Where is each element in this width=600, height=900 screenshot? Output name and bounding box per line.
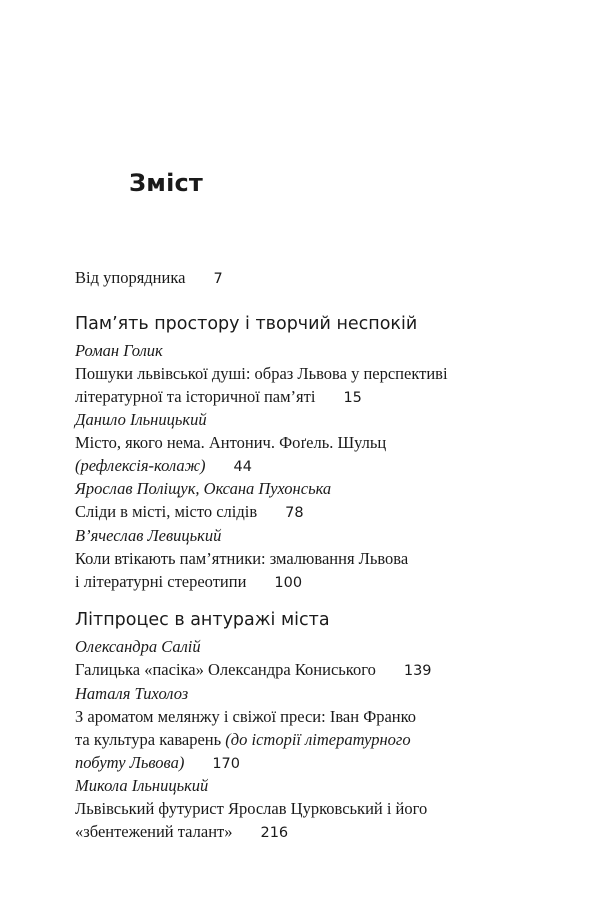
page-number: 170: [212, 756, 240, 772]
section-heading: Пам’ять простору і творчий неспокій: [75, 314, 418, 334]
entry-author: Данило Ільницький: [75, 410, 207, 429]
toc-entry-intro: [75, 266, 545, 289]
entry-title-continued: «збентежений талант»: [75, 822, 233, 841]
entry-title: Галицька «пасіка» Олександра Кониського: [75, 660, 376, 679]
toc-entry: [75, 339, 545, 408]
section-heading: Літпроцес в антуражі міста: [75, 610, 330, 630]
page-number: 7: [213, 271, 223, 287]
toc-entry: [75, 682, 545, 774]
toc-entry: [75, 774, 545, 843]
entry-title: Львівський футурист Ярослав Цурковський і його: [75, 799, 428, 818]
entry-title-continued: та культура каварень: [75, 730, 222, 749]
entry-title: Пошуки львівської душі: образ Львова у перспективі: [75, 364, 448, 383]
entry-author: Роман Голик: [75, 341, 163, 360]
entry-subtitle-continued: побуту Львова): [75, 753, 185, 772]
page-number: 216: [260, 825, 289, 841]
page-number: 78: [285, 505, 304, 521]
entry-author: Микола Ільницький: [75, 776, 209, 795]
entry-title-continued: літературної та історичної пам’яті: [75, 387, 316, 406]
toc-entry: [75, 408, 545, 477]
entry-title: Коли втікають пам’ятники: змалювання Львова: [75, 549, 409, 568]
entry-author: В’ячеслав Левицький: [75, 526, 222, 545]
page-number: 15: [343, 390, 362, 406]
entry-author: Ярослав Поліщук, Оксана Пухонська: [75, 479, 332, 498]
page-number: 44: [233, 459, 252, 475]
entry-title: Від упорядника: [75, 268, 186, 287]
page-number: 139: [403, 663, 432, 679]
entry-subtitle: (рефлексія-колаж): [75, 456, 206, 475]
entry-title: Сліди в місті, місто слідів: [75, 502, 258, 521]
entry-subtitle: (до історії літературного: [225, 730, 411, 749]
page-number: 100: [274, 575, 303, 591]
entry-author: Олександра Салій: [75, 637, 201, 656]
entry-title: З ароматом мелянжу і свіжої преси: Іван Франко: [75, 707, 417, 726]
toc-entry: [75, 477, 545, 523]
page-title: Зміст: [129, 169, 204, 197]
entry-title-continued: і літературні стереотипи: [75, 572, 247, 591]
toc-entry: [75, 635, 545, 681]
toc-entry: [75, 524, 545, 593]
entry-author: Наталя Тихолоз: [75, 684, 189, 703]
entry-title: Місто, якого нема. Антонич. Фоґель. Шульц: [75, 433, 387, 452]
